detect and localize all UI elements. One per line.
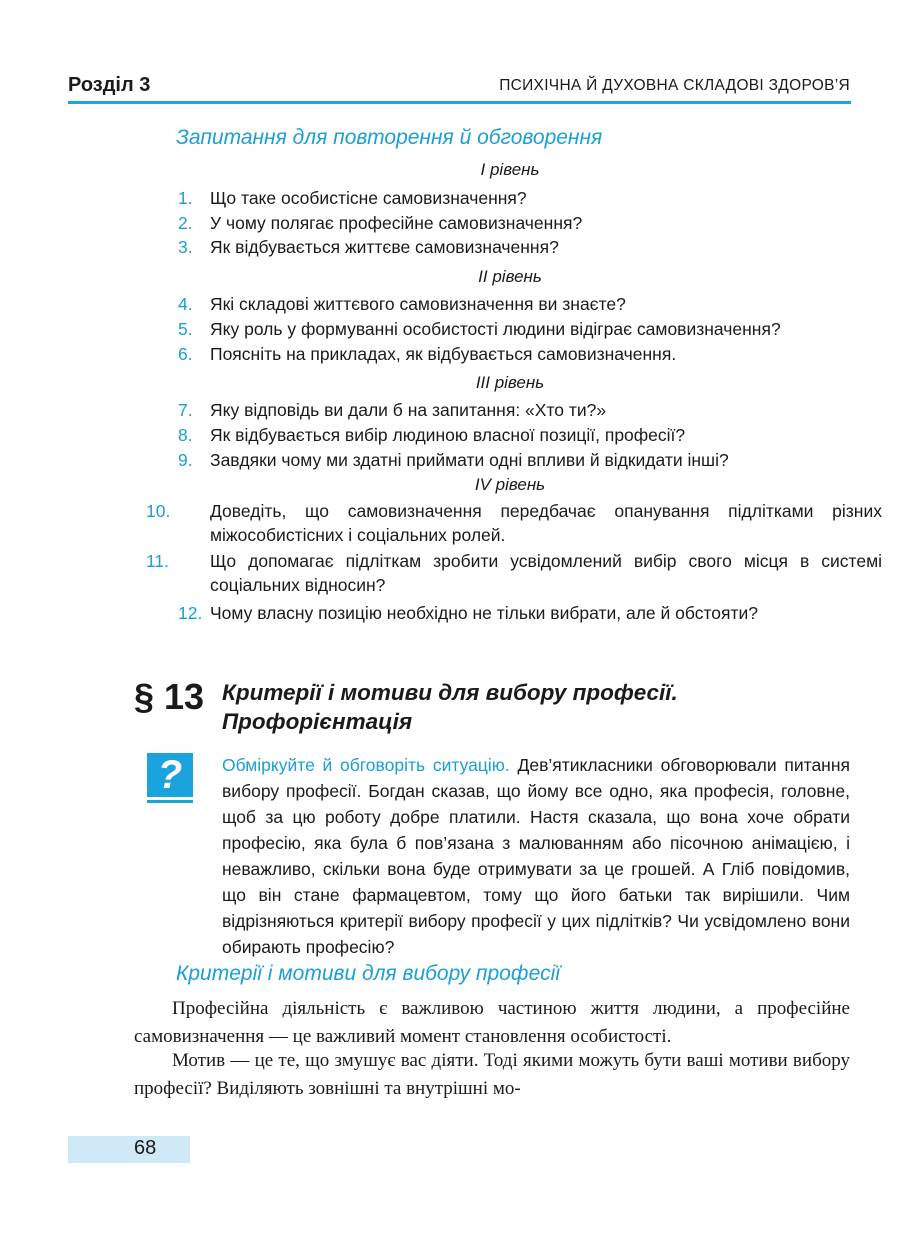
section-number: § 13 [134, 676, 205, 717]
header-rule [68, 101, 851, 104]
question-number: 10. [146, 501, 171, 521]
question-item [178, 601, 850, 625]
question-text: Як відбувається вибір людиною власної позиції, професії? [210, 425, 686, 445]
question-number: 2. [178, 213, 193, 233]
question-number: 1. [178, 188, 193, 208]
question-item [146, 549, 882, 597]
question-number: 8. [178, 425, 193, 445]
subsection-title: Критерії і мотиви для вибору професії [176, 962, 560, 985]
question-item [178, 398, 850, 422]
page-number-box [68, 1136, 190, 1163]
question-text: Що допомагає підліткам зробити усвідомлений вибір свого місця в системі соціальних відносин? [210, 551, 882, 595]
discussion-paragraph [222, 752, 850, 960]
question-item [178, 317, 850, 341]
question-text: Яку роль у формуванні особистості людини відіграє самовизначення? [210, 319, 781, 339]
question-item [146, 499, 882, 547]
body-paragraph-2: Мотив — це те, що змушує вас діяти. Тоді якими можуть бути ваші мотиви вибору професії? Виділяють зовнішні та внутрішні мо- [134, 1050, 850, 1099]
question-text: Доведіть, що самовизначення передбачає опанування підлітками різних міжособистісних і соціальних ролей. [210, 501, 882, 545]
question-text: Чому власну позицію необхідно не тільки вибрати, але й обстояти? [210, 603, 759, 623]
discussion-text: Дев’ятикласники обговорювали питання вибору професії. Богдан сказав, що йому все одно, яка професія, головне, щоб за цю роботу добре платили. Настя сказала, що вона хоче обрати професію, яка була б пов’язана з малюванням або пісочною анімацією, і неважливо, скільки вона буде отримувати за це грошей. А Гліб повідомив, що він стане фармацевтом, тому що його батьки так вирішили. Чим відрізняються критерії вибору професії у цих підлітків? Чи усвідомлено вони обирають професію? [222, 755, 850, 957]
question-text: Яку відповідь ви дали б на запитання: «Хто ти?» [210, 400, 607, 420]
question-number: 7. [178, 400, 193, 420]
chapter-label: Розділ 3 [68, 74, 151, 96]
question-text: Що таке особистісне самовизначення? [210, 188, 527, 208]
question-item [178, 342, 850, 366]
section-title [222, 678, 842, 736]
running-header-title: ПСИХІЧНА Й ДУХОВНА СКЛАДОВІ ЗДОРОВ’Я [499, 77, 850, 94]
question-number: 3. [178, 237, 193, 257]
question-item [178, 186, 850, 210]
question-text: Як відбувається життєве самовизначення? [210, 237, 559, 257]
level-heading-3: III рівень [475, 373, 545, 392]
section-title-line-2: Профорієнтація [222, 709, 413, 734]
page-number: 68 [134, 1137, 157, 1159]
question-item [178, 235, 850, 259]
question-text: Поясніть на прикладах, як відбувається самовизначення. [210, 344, 677, 364]
level-heading-2: II рівень [478, 267, 542, 286]
question-item [178, 423, 850, 447]
discussion-lead: Обміркуйте й обговоріть ситуацію. [222, 755, 510, 775]
question-number: 6. [178, 344, 193, 364]
question-number: 4. [178, 294, 193, 314]
question-item [178, 448, 850, 472]
question-mark-icon: ? [147, 753, 193, 797]
question-number: 9. [178, 450, 193, 470]
question-item [178, 211, 850, 235]
question-item [178, 292, 850, 316]
question-number: 12. [178, 603, 203, 623]
question-text: Які складові життєвого самовизначення ви знаєте? [210, 294, 626, 314]
questions-title: Запитання для повторення й обговорення [176, 126, 603, 149]
level-heading-1: I рівень [480, 160, 540, 179]
section-title-line-1: Критерії і мотиви для вибору професії. [222, 680, 678, 705]
question-number: 11. [146, 551, 170, 571]
question-text: У чому полягає професійне самовизначення? [210, 213, 583, 233]
level-heading-4: IV рівень [474, 475, 546, 494]
question-icon-underline [147, 800, 193, 803]
question-text: Завдяки чому ми здатні приймати одні впливи й відкидати інші? [210, 450, 729, 470]
body-paragraph-1: Професійна діяльність є важливою частиною життя людини, а професійне самовизначення — це важливий момент становлення особистості. [134, 998, 850, 1047]
question-number: 5. [178, 319, 193, 339]
